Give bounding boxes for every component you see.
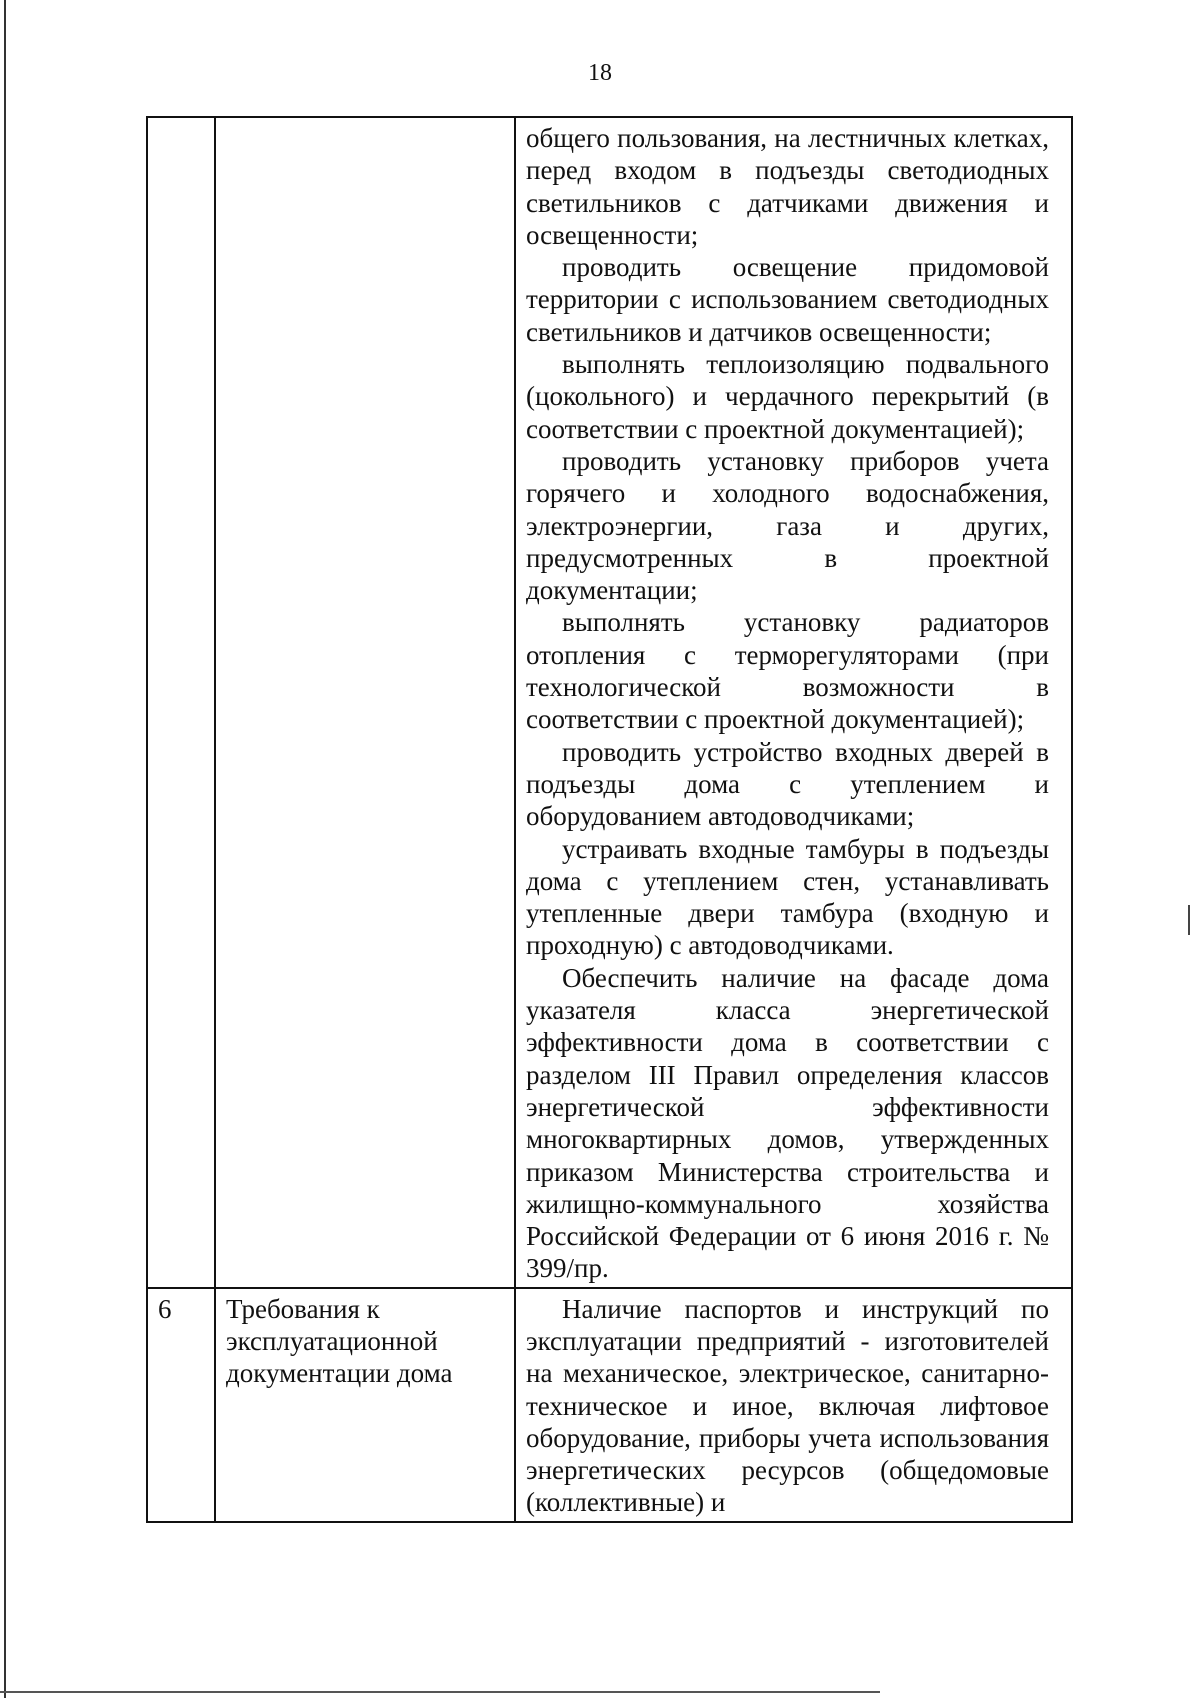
- scan-edge-left: [4, 0, 6, 1698]
- page-number: 18: [588, 60, 612, 86]
- scan-edge-bottom: [0, 1691, 880, 1693]
- table-row-continuation: [147, 117, 1072, 1288]
- content-paragraph: общего пользования, на лестничных клетках, перед входом в подъезды светодиодных светильников с датчиками движения и освещенности;: [526, 123, 1049, 250]
- row-number-cell: [147, 117, 215, 1288]
- row-content-cell: [515, 117, 1072, 1288]
- requirements-table: [146, 116, 1073, 1523]
- table-row-6: [147, 1288, 1072, 1522]
- content-paragraph: проводить устройство входных дверей в подъезды дома с утеплением и оборудованием автодоводчиками;: [526, 736, 1049, 832]
- row-content-cell: [515, 1288, 1072, 1522]
- content-paragraph: проводить установку приборов учета горячего и холодного водоснабжения, электроэнергии, газа и других, предусмотренных в проектной документации;: [526, 445, 1049, 606]
- content-paragraph: устраивать входные тамбуры в подъезды дома с утеплением стен, устанавливать утепленные двери тамбура (входную и проходную) с автодоводчиками.: [526, 833, 1049, 961]
- content-paragraph: выполнять установку радиаторов отопления с терморегуляторами (при технологической возможности в соответствии с проектной документацией);: [526, 607, 1049, 735]
- row-number-cell: 6: [147, 1288, 215, 1522]
- scan-mark: [1188, 905, 1190, 935]
- content-paragraph: Наличие паспортов и инструкций по эксплуатации предприятий - изготовителей на механическое, электрическое, санитарно-техническое и иное, включая лифтовое оборудование, приборы учета использования энергетических ресурсов (общедомовые (коллективные) и: [526, 1293, 1049, 1518]
- content-paragraph: проводить освещение придомовой территории с использованием светодиодных светильников и датчиков освещенности;: [526, 252, 1049, 347]
- row-title-cell: [215, 117, 515, 1288]
- row-title-cell: Требования к эксплуатационной документации дома: [215, 1288, 515, 1522]
- content-paragraph: Обеспечить наличие на фасаде дома указателя класса энергетической эффективности дома в соответствии с разделом III Правил определения классов энергетической эффективности многоквартирных домов, утвержденных приказом Министерства строительства и жилищно-коммунального хозяйства Российской Федерации от 6 июня 2016 г. № 399/пр.: [526, 962, 1049, 1284]
- content-paragraph: выполнять теплоизоляцию подвального (цокольного) и чердачного перекрытий (в соответствии с проектной документацией);: [526, 349, 1049, 444]
